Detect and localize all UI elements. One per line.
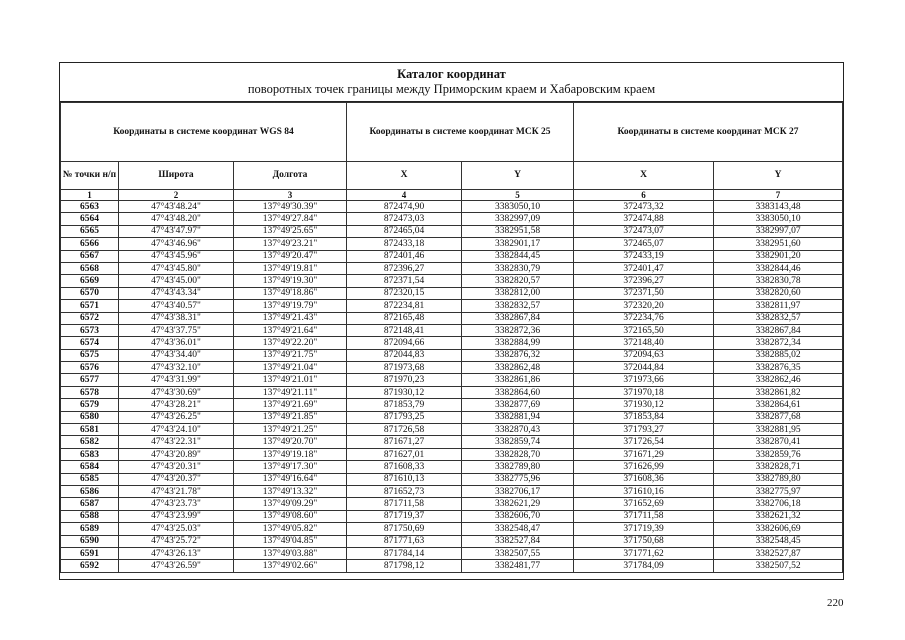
msk27-y-cell: 3382832,57 — [714, 312, 843, 324]
point-id-cell: 6589 — [61, 523, 119, 535]
longitude-cell: 137°49'19.30" — [234, 275, 347, 287]
table-row — [61, 349, 843, 361]
msk27-x-cell: 372396,27 — [574, 275, 714, 287]
msk27-y-cell: 3382997,07 — [714, 225, 843, 237]
point-id-cell: 6577 — [61, 374, 119, 386]
latitude-cell: 47°43'37.75" — [119, 324, 234, 336]
msk27-y-cell: 3382867,84 — [714, 324, 843, 336]
msk27-x-cell: 371973,66 — [574, 374, 714, 386]
longitude-cell: 137°49'09.29" — [234, 498, 347, 510]
msk27-x-cell: 371771,62 — [574, 547, 714, 559]
msk27-x-cell: 371784,09 — [574, 560, 714, 572]
msk27-x-cell: 372165,50 — [574, 324, 714, 336]
point-id-cell: 6573 — [61, 324, 119, 336]
point-id-cell: 6572 — [61, 312, 119, 324]
longitude-cell: 137°49'21.43" — [234, 312, 347, 324]
msk27-x-cell: 371671,29 — [574, 448, 714, 460]
table-row — [61, 201, 843, 213]
point-id-cell: 6568 — [61, 262, 119, 274]
point-id-cell: 6575 — [61, 349, 119, 361]
msk27-x-cell: 372473,07 — [574, 225, 714, 237]
point-id-cell: 6574 — [61, 337, 119, 349]
msk25-y-cell: 3382527,84 — [462, 535, 574, 547]
col-lat: Широта — [119, 162, 234, 190]
table-row — [61, 312, 843, 324]
msk27-x-cell: 372433,19 — [574, 250, 714, 262]
msk25-y-cell: 3382862,48 — [462, 362, 574, 374]
table-row — [61, 560, 843, 572]
point-id-cell: 6567 — [61, 250, 119, 262]
msk25-y-cell: 3382507,55 — [462, 547, 574, 559]
longitude-cell: 137°49'03.88" — [234, 547, 347, 559]
msk27-y-cell: 3382951,60 — [714, 238, 843, 250]
msk25-x-cell: 872165,48 — [347, 312, 462, 324]
msk25-x-cell: 871793,25 — [347, 411, 462, 423]
point-id-cell: 6569 — [61, 275, 119, 287]
msk25-y-cell: 3382876,32 — [462, 349, 574, 361]
msk25-x-cell: 872465,04 — [347, 225, 462, 237]
msk25-y-cell: 3382621,29 — [462, 498, 574, 510]
table-row — [61, 238, 843, 250]
msk27-x-cell: 372401,47 — [574, 262, 714, 274]
msk25-y-cell: 3382870,43 — [462, 424, 574, 436]
col-lon: Долгота — [234, 162, 347, 190]
longitude-cell: 137°49'18.86" — [234, 287, 347, 299]
table-row — [61, 498, 843, 510]
msk25-x-cell: 871627,01 — [347, 448, 462, 460]
latitude-cell: 47°43'22.31" — [119, 436, 234, 448]
table-row — [61, 362, 843, 374]
msk25-x-cell: 871726,58 — [347, 424, 462, 436]
msk27-y-cell: 3382820,60 — [714, 287, 843, 299]
table-row — [61, 411, 843, 423]
msk25-x-cell: 872234,81 — [347, 300, 462, 312]
point-id-cell: 6591 — [61, 547, 119, 559]
longitude-cell: 137°49'21.69" — [234, 399, 347, 411]
table-body — [61, 201, 843, 573]
table-row — [61, 386, 843, 398]
point-id-cell: 6585 — [61, 473, 119, 485]
point-id-cell: 6570 — [61, 287, 119, 299]
msk27-x-cell: 371610,16 — [574, 485, 714, 497]
msk25-y-cell: 3382877,69 — [462, 399, 574, 411]
point-id-cell: 6580 — [61, 411, 119, 423]
msk25-x-cell: 871973,68 — [347, 362, 462, 374]
msk27-y-cell: 3382548,45 — [714, 535, 843, 547]
msk27-x-cell: 372044,84 — [574, 362, 714, 374]
latitude-cell: 47°43'45.96" — [119, 250, 234, 262]
point-id-cell: 6582 — [61, 436, 119, 448]
msk27-x-cell: 371970,18 — [574, 386, 714, 398]
msk27-y-cell: 3382706,18 — [714, 498, 843, 510]
point-id-cell: 6583 — [61, 448, 119, 460]
group-wgs84: Координаты в системе координат WGS 84 — [61, 103, 347, 162]
msk27-x-cell: 371793,27 — [574, 424, 714, 436]
longitude-cell: 137°49'21.75" — [234, 349, 347, 361]
point-id-cell: 6581 — [61, 424, 119, 436]
column-header-row — [61, 162, 843, 190]
group-msk25: Координаты в системе координат МСК 25 — [347, 103, 574, 162]
msk25-x-cell: 871970,23 — [347, 374, 462, 386]
longitude-cell: 137°49'04.85" — [234, 535, 347, 547]
table-row — [61, 523, 843, 535]
longitude-cell: 137°49'17.30" — [234, 461, 347, 473]
latitude-cell: 47°43'23.99" — [119, 510, 234, 522]
msk27-x-cell: 371652,69 — [574, 498, 714, 510]
msk27-y-cell: 3382775,97 — [714, 485, 843, 497]
longitude-cell: 137°49'22.20" — [234, 337, 347, 349]
msk25-y-cell: 3382481,77 — [462, 560, 574, 572]
msk25-x-cell: 872371,54 — [347, 275, 462, 287]
longitude-cell: 137°49'30.39" — [234, 201, 347, 213]
col-number: 2 — [119, 190, 234, 201]
msk27-y-cell: 3382876,35 — [714, 362, 843, 374]
msk25-y-cell: 3382789,80 — [462, 461, 574, 473]
longitude-cell: 137°49'21.64" — [234, 324, 347, 336]
latitude-cell: 47°43'36.01" — [119, 337, 234, 349]
msk27-y-cell: 3382859,76 — [714, 448, 843, 460]
latitude-cell: 47°43'28.21" — [119, 399, 234, 411]
col-number: 6 — [574, 190, 714, 201]
title-line-2: поворотных точек границы между Приморским краем и Хабаровским краем — [247, 82, 656, 96]
point-id-cell: 6588 — [61, 510, 119, 522]
msk25-y-cell: 3382864,60 — [462, 386, 574, 398]
point-id-cell: 6586 — [61, 485, 119, 497]
msk25-x-cell: 872044,83 — [347, 349, 462, 361]
col-x2: X — [574, 162, 714, 190]
page-number: 220 — [827, 597, 844, 609]
msk25-y-cell: 3382548,47 — [462, 523, 574, 535]
msk25-x-cell: 872433,18 — [347, 238, 462, 250]
msk25-y-cell: 3382812,00 — [462, 287, 574, 299]
msk25-y-cell: 3382951,58 — [462, 225, 574, 237]
coordinates-table — [60, 102, 843, 573]
msk27-x-cell: 371711,58 — [574, 510, 714, 522]
longitude-cell: 137°49'05.82" — [234, 523, 347, 535]
table-row — [61, 337, 843, 349]
point-id-cell: 6563 — [61, 201, 119, 213]
latitude-cell: 47°43'32.10" — [119, 362, 234, 374]
msk27-y-cell: 3382881,95 — [714, 424, 843, 436]
table-row — [61, 300, 843, 312]
table-row — [61, 374, 843, 386]
msk25-x-cell: 871711,58 — [347, 498, 462, 510]
table-row — [61, 473, 843, 485]
msk27-x-cell: 372465,07 — [574, 238, 714, 250]
point-id-cell: 6592 — [61, 560, 119, 572]
table-row — [61, 225, 843, 237]
msk25-y-cell: 3382775,96 — [462, 473, 574, 485]
msk25-y-cell: 3382832,57 — [462, 300, 574, 312]
point-id-cell: 6590 — [61, 535, 119, 547]
point-id-cell: 6587 — [61, 498, 119, 510]
msk25-y-cell: 3382606,70 — [462, 510, 574, 522]
msk25-x-cell: 871652,73 — [347, 485, 462, 497]
msk25-x-cell: 872401,46 — [347, 250, 462, 262]
longitude-cell: 137°49'19.18" — [234, 448, 347, 460]
point-id-cell: 6565 — [61, 225, 119, 237]
msk25-y-cell: 3382997,09 — [462, 213, 574, 225]
latitude-cell: 47°43'48.20" — [119, 213, 234, 225]
longitude-cell: 137°49'16.64" — [234, 473, 347, 485]
table-row — [61, 262, 843, 274]
latitude-cell: 47°43'30.69" — [119, 386, 234, 398]
longitude-cell: 137°49'19.79" — [234, 300, 347, 312]
col-number: 4 — [347, 190, 462, 201]
latitude-cell: 47°43'25.72" — [119, 535, 234, 547]
msk27-x-cell: 371608,36 — [574, 473, 714, 485]
msk27-y-cell: 3382507,52 — [714, 560, 843, 572]
msk25-x-cell: 871798,12 — [347, 560, 462, 572]
group-msk27: Координаты в системе координат МСК 27 — [574, 103, 843, 162]
latitude-cell: 47°43'40.57" — [119, 300, 234, 312]
table-row — [61, 324, 843, 336]
msk27-x-cell: 371719,39 — [574, 523, 714, 535]
msk27-y-cell: 3383050,10 — [714, 213, 843, 225]
longitude-cell: 137°49'21.11" — [234, 386, 347, 398]
msk27-x-cell: 371626,99 — [574, 461, 714, 473]
point-id-cell: 6576 — [61, 362, 119, 374]
msk25-x-cell: 871719,37 — [347, 510, 462, 522]
table-row — [61, 287, 843, 299]
msk25-x-cell: 871784,14 — [347, 547, 462, 559]
msk25-x-cell: 871671,27 — [347, 436, 462, 448]
msk27-x-cell: 371726,54 — [574, 436, 714, 448]
latitude-cell: 47°43'25.03" — [119, 523, 234, 535]
msk25-y-cell: 3382884,99 — [462, 337, 574, 349]
point-id-cell: 6564 — [61, 213, 119, 225]
msk25-y-cell: 3382859,74 — [462, 436, 574, 448]
table-row — [61, 399, 843, 411]
table-row — [61, 436, 843, 448]
latitude-cell: 47°43'26.25" — [119, 411, 234, 423]
msk25-x-cell: 872094,66 — [347, 337, 462, 349]
msk27-x-cell: 372371,50 — [574, 287, 714, 299]
col-y1: Y — [462, 162, 574, 190]
longitude-cell: 137°49'02.66" — [234, 560, 347, 572]
longitude-cell: 137°49'21.01" — [234, 374, 347, 386]
col-number: 3 — [234, 190, 347, 201]
col-number: 1 — [61, 190, 119, 201]
msk27-y-cell: 3382864,61 — [714, 399, 843, 411]
msk25-x-cell: 871771,63 — [347, 535, 462, 547]
msk27-x-cell: 371750,68 — [574, 535, 714, 547]
col-number: 7 — [714, 190, 843, 201]
msk27-y-cell: 3382527,87 — [714, 547, 843, 559]
msk25-y-cell: 3382881,94 — [462, 411, 574, 423]
msk27-y-cell: 3382870,41 — [714, 436, 843, 448]
latitude-cell: 47°43'43.34" — [119, 287, 234, 299]
col-number: 5 — [462, 190, 574, 201]
point-id-cell: 6566 — [61, 238, 119, 250]
latitude-cell: 47°43'45.00" — [119, 275, 234, 287]
msk25-x-cell: 871930,12 — [347, 386, 462, 398]
msk27-y-cell: 3382861,82 — [714, 386, 843, 398]
table-row — [61, 424, 843, 436]
msk25-x-cell: 872473,03 — [347, 213, 462, 225]
longitude-cell: 137°49'21.85" — [234, 411, 347, 423]
msk25-y-cell: 3382867,84 — [462, 312, 574, 324]
msk27-y-cell: 3382621,32 — [714, 510, 843, 522]
catalog-title — [60, 63, 843, 102]
msk25-y-cell: 3382901,17 — [462, 238, 574, 250]
msk25-y-cell: 3382706,17 — [462, 485, 574, 497]
table-row — [61, 485, 843, 497]
title-line-1: Каталог координат — [397, 67, 506, 81]
msk25-y-cell: 3382828,70 — [462, 448, 574, 460]
msk25-x-cell: 871608,33 — [347, 461, 462, 473]
latitude-cell: 47°43'38.31" — [119, 312, 234, 324]
msk27-x-cell: 372148,40 — [574, 337, 714, 349]
msk27-y-cell: 3382877,68 — [714, 411, 843, 423]
table-row — [61, 547, 843, 559]
latitude-cell: 47°43'45.80" — [119, 262, 234, 274]
table-row — [61, 448, 843, 460]
latitude-cell: 47°43'34.40" — [119, 349, 234, 361]
table-row — [61, 535, 843, 547]
latitude-cell: 47°43'47.97" — [119, 225, 234, 237]
msk25-x-cell: 872320,15 — [347, 287, 462, 299]
longitude-cell: 137°49'27.84" — [234, 213, 347, 225]
msk27-x-cell: 372094,63 — [574, 349, 714, 361]
longitude-cell: 137°49'23.21" — [234, 238, 347, 250]
coordinate-catalog — [59, 62, 844, 580]
msk27-y-cell: 3382606,69 — [714, 523, 843, 535]
longitude-cell: 137°49'25.65" — [234, 225, 347, 237]
latitude-cell: 47°43'31.99" — [119, 374, 234, 386]
msk25-x-cell: 871610,13 — [347, 473, 462, 485]
msk27-y-cell: 3382811,97 — [714, 300, 843, 312]
longitude-cell: 137°49'08.60" — [234, 510, 347, 522]
msk27-y-cell: 3382872,34 — [714, 337, 843, 349]
latitude-cell: 47°43'21.78" — [119, 485, 234, 497]
msk27-y-cell: 3382885,02 — [714, 349, 843, 361]
msk25-x-cell: 872148,41 — [347, 324, 462, 336]
msk25-x-cell: 872396,27 — [347, 262, 462, 274]
msk25-y-cell: 3382820,57 — [462, 275, 574, 287]
msk27-y-cell: 3382789,80 — [714, 473, 843, 485]
longitude-cell: 137°49'20.70" — [234, 436, 347, 448]
table-row — [61, 250, 843, 262]
latitude-cell: 47°43'20.37" — [119, 473, 234, 485]
point-id-cell: 6578 — [61, 386, 119, 398]
msk25-y-cell: 3383050,10 — [462, 201, 574, 213]
latitude-cell: 47°43'20.31" — [119, 461, 234, 473]
msk27-y-cell: 3382844,46 — [714, 262, 843, 274]
msk27-x-cell: 371853,84 — [574, 411, 714, 423]
col-y2: Y — [714, 162, 843, 190]
latitude-cell: 47°43'24.10" — [119, 424, 234, 436]
longitude-cell: 137°49'20.47" — [234, 250, 347, 262]
msk27-y-cell: 3382862,46 — [714, 374, 843, 386]
latitude-cell: 47°43'46.96" — [119, 238, 234, 250]
msk25-y-cell: 3382830,79 — [462, 262, 574, 274]
point-id-cell: 6571 — [61, 300, 119, 312]
longitude-cell: 137°49'21.04" — [234, 362, 347, 374]
column-number-row — [61, 190, 843, 201]
msk25-x-cell: 871853,79 — [347, 399, 462, 411]
table-row — [61, 213, 843, 225]
latitude-cell: 47°43'26.13" — [119, 547, 234, 559]
point-id-cell: 6584 — [61, 461, 119, 473]
latitude-cell: 47°43'20.89" — [119, 448, 234, 460]
msk27-x-cell: 372474,88 — [574, 213, 714, 225]
table-row — [61, 461, 843, 473]
table-row — [61, 275, 843, 287]
table-row — [61, 510, 843, 522]
msk27-y-cell: 3383143,48 — [714, 201, 843, 213]
col-point: № точки н/п — [61, 162, 119, 190]
latitude-cell: 47°43'26.59" — [119, 560, 234, 572]
msk27-x-cell: 372234,76 — [574, 312, 714, 324]
longitude-cell: 137°49'19.81" — [234, 262, 347, 274]
msk25-x-cell: 872474,90 — [347, 201, 462, 213]
group-header-row — [61, 103, 843, 162]
msk25-y-cell: 3382844,45 — [462, 250, 574, 262]
msk27-y-cell: 3382830,78 — [714, 275, 843, 287]
msk27-x-cell: 371930,12 — [574, 399, 714, 411]
msk25-y-cell: 3382861,86 — [462, 374, 574, 386]
latitude-cell: 47°43'23.73" — [119, 498, 234, 510]
msk27-x-cell: 372473,32 — [574, 201, 714, 213]
msk25-y-cell: 3382872,36 — [462, 324, 574, 336]
msk27-x-cell: 372320,20 — [574, 300, 714, 312]
longitude-cell: 137°49'21.25" — [234, 424, 347, 436]
longitude-cell: 137°49'13.32" — [234, 485, 347, 497]
point-id-cell: 6579 — [61, 399, 119, 411]
msk27-y-cell: 3382828,71 — [714, 461, 843, 473]
msk25-x-cell: 871750,69 — [347, 523, 462, 535]
latitude-cell: 47°43'48.24" — [119, 201, 234, 213]
msk27-y-cell: 3382901,20 — [714, 250, 843, 262]
col-x1: X — [347, 162, 462, 190]
